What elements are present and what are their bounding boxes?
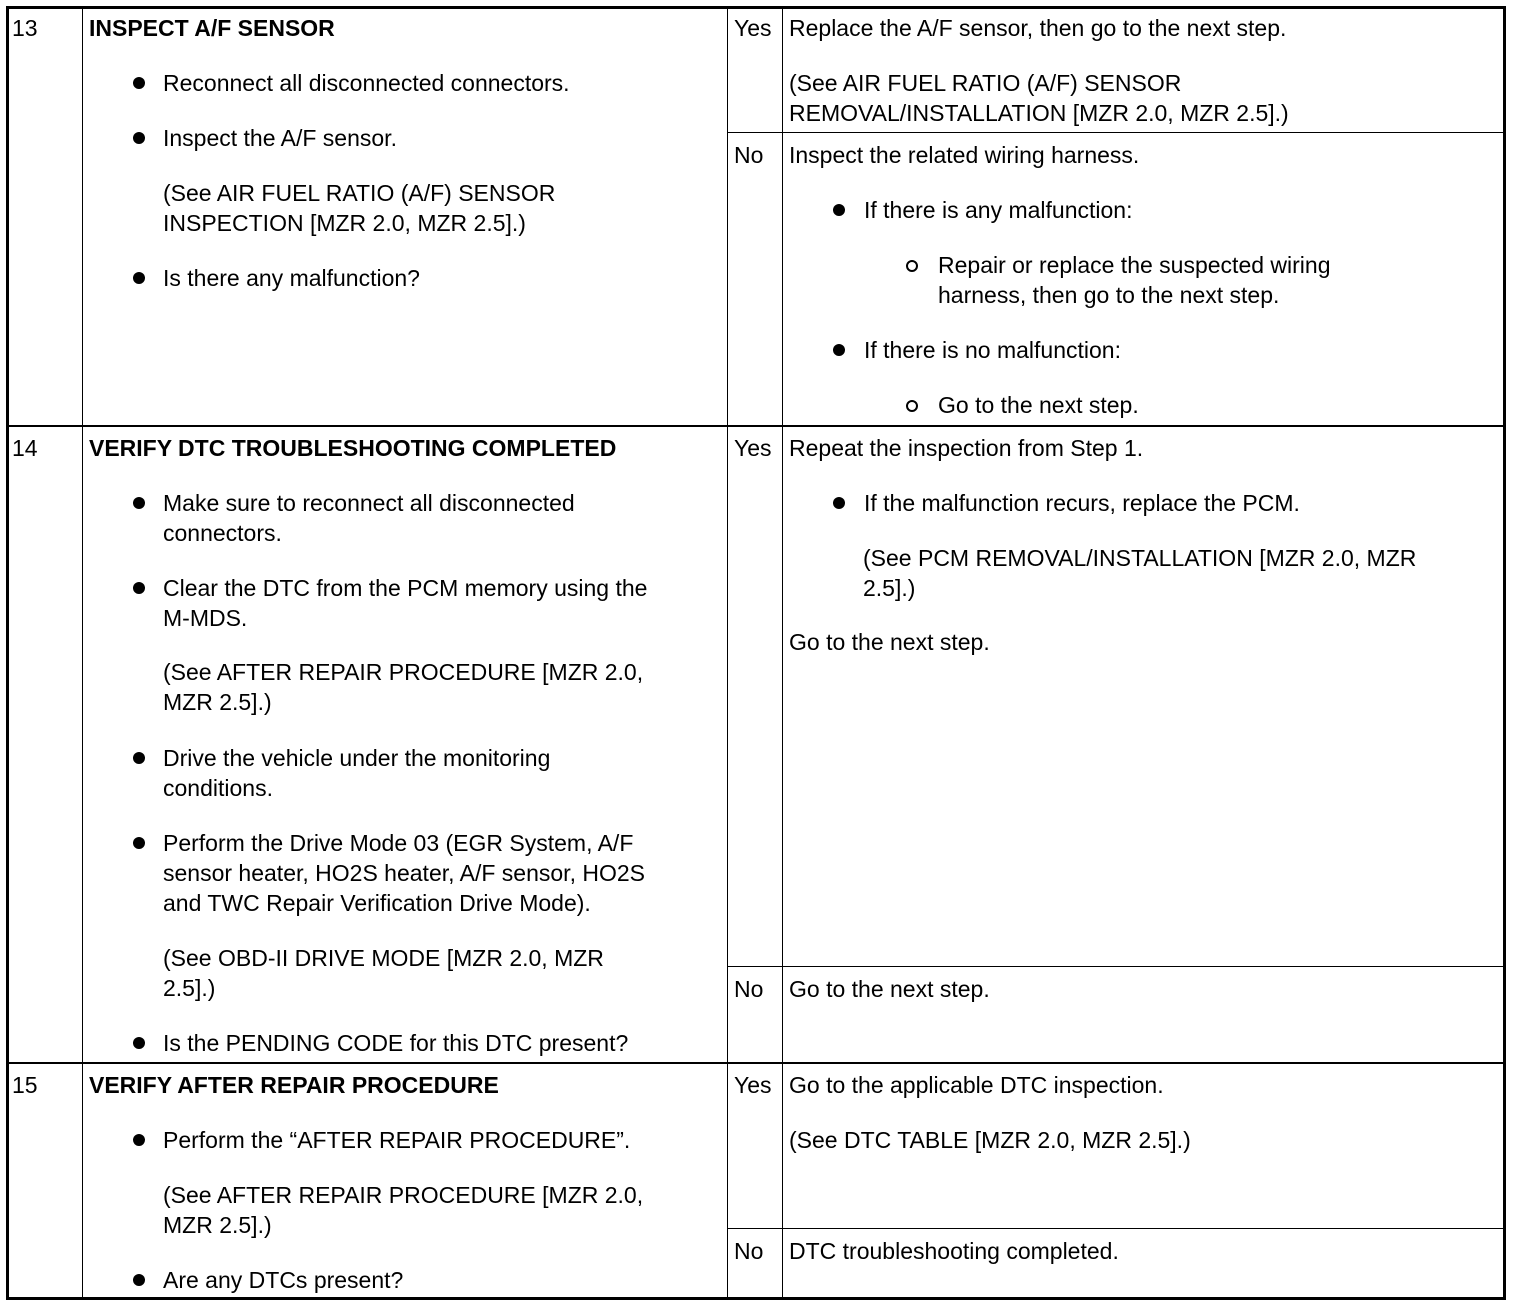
step-bullet: connectors. bbox=[163, 520, 282, 546]
step-bullet: conditions. bbox=[163, 775, 273, 801]
reference-text: (See AIR FUEL RATIO (A/F) SENSOR bbox=[163, 180, 556, 206]
bullet-icon bbox=[133, 1274, 145, 1286]
bullet-icon bbox=[833, 204, 845, 216]
no-action: Go to the next step. bbox=[789, 976, 990, 1002]
yes-no-divider-13 bbox=[727, 132, 1506, 133]
reference-text: 2.5].) bbox=[163, 975, 216, 1001]
bullet-icon bbox=[133, 582, 145, 594]
step-bullet: Reconnect all disconnected connectors. bbox=[163, 70, 570, 96]
bullet-icon bbox=[133, 1134, 145, 1146]
yes-no-divider-15 bbox=[727, 1228, 1506, 1229]
step-title: INSPECT A/F SENSOR bbox=[89, 15, 335, 41]
row-divider-14-15 bbox=[6, 1062, 1506, 1064]
bullet-icon bbox=[133, 497, 145, 509]
bullet-icon bbox=[133, 837, 145, 849]
bullet-icon bbox=[133, 132, 145, 144]
step-number: 15 bbox=[12, 1072, 38, 1098]
yes-action: Repeat the inspection from Step 1. bbox=[789, 435, 1144, 461]
step-bullet: Is the PENDING CODE for this DTC present? bbox=[163, 1030, 629, 1056]
reference-text: (See AFTER REPAIR PROCEDURE [MZR 2.0, bbox=[163, 659, 644, 685]
step-number: 14 bbox=[12, 435, 38, 461]
no-action: Inspect the related wiring harness. bbox=[789, 142, 1140, 168]
step-bullet: Is there any malfunction? bbox=[163, 265, 420, 291]
step-bullet: M-MDS. bbox=[163, 605, 248, 631]
no-label: No bbox=[734, 142, 764, 168]
reference-text: 2.5].) bbox=[863, 575, 916, 601]
yes-action: Replace the A/F sensor, then go to the next step. bbox=[789, 15, 1287, 41]
reference-text: (See DTC TABLE [MZR 2.0, MZR 2.5].) bbox=[789, 1127, 1191, 1153]
reference-text: (See AIR FUEL RATIO (A/F) SENSOR bbox=[789, 70, 1182, 96]
action-sub-bullet: harness, then go to the next step. bbox=[938, 282, 1280, 308]
col-divider-3 bbox=[782, 6, 783, 1300]
bullet-icon bbox=[133, 1037, 145, 1049]
reference-text: MZR 2.5].) bbox=[163, 689, 272, 715]
step-bullet: Perform the “AFTER REPAIR PROCEDURE”. bbox=[163, 1127, 631, 1153]
yes-label: Yes bbox=[734, 435, 772, 461]
step-bullet: Perform the Drive Mode 03 (EGR System, A/F bbox=[163, 830, 634, 856]
step-bullet: Are any DTCs present? bbox=[163, 1267, 404, 1293]
bullet-icon bbox=[833, 497, 845, 509]
bullet-icon bbox=[833, 344, 845, 356]
bullet-icon bbox=[133, 752, 145, 764]
step-bullet: and TWC Repair Verification Drive Mode). bbox=[163, 890, 591, 916]
reference-text: (See OBD-II DRIVE MODE [MZR 2.0, MZR bbox=[163, 945, 604, 971]
sub-bullet-icon bbox=[906, 400, 918, 412]
action-sub-bullet: Go to the next step. bbox=[938, 392, 1139, 418]
reference-text: MZR 2.5].) bbox=[163, 1212, 272, 1238]
row-divider-13-14 bbox=[6, 425, 1506, 427]
reference-text: (See AFTER REPAIR PROCEDURE [MZR 2.0, bbox=[163, 1182, 644, 1208]
step-title: VERIFY AFTER REPAIR PROCEDURE bbox=[89, 1072, 499, 1098]
no-label: No bbox=[734, 1238, 764, 1264]
reference-text: REMOVAL/INSTALLATION [MZR 2.0, MZR 2.5].) bbox=[789, 100, 1289, 126]
yes-action: Go to the next step. bbox=[789, 629, 990, 655]
sub-bullet-icon bbox=[906, 260, 918, 272]
col-divider-1 bbox=[82, 6, 83, 1300]
step-bullet: Drive the vehicle under the monitoring bbox=[163, 745, 551, 771]
reference-text: (See PCM REMOVAL/INSTALLATION [MZR 2.0, MZR bbox=[863, 545, 1417, 571]
bullet-icon bbox=[133, 272, 145, 284]
yes-label: Yes bbox=[734, 15, 772, 41]
yes-action: Go to the applicable DTC inspection. bbox=[789, 1072, 1164, 1098]
action-bullet: If the malfunction recurs, replace the PCM. bbox=[864, 490, 1300, 516]
col-divider-2 bbox=[727, 6, 728, 1300]
action-bullet: If there is any malfunction: bbox=[864, 197, 1133, 223]
yes-label: Yes bbox=[734, 1072, 772, 1098]
step-bullet: Inspect the A/F sensor. bbox=[163, 125, 397, 151]
action-bullet: If there is no malfunction: bbox=[864, 337, 1121, 363]
step-title: VERIFY DTC TROUBLESHOOTING COMPLETED bbox=[89, 435, 617, 461]
no-label: No bbox=[734, 976, 764, 1002]
yes-no-divider-14 bbox=[727, 966, 1506, 967]
bullet-icon bbox=[133, 77, 145, 89]
step-bullet: Clear the DTC from the PCM memory using the bbox=[163, 575, 648, 601]
step-bullet: sensor heater, HO2S heater, A/F sensor, HO2S bbox=[163, 860, 645, 886]
step-number: 13 bbox=[12, 15, 38, 41]
action-sub-bullet: Repair or replace the suspected wiring bbox=[938, 252, 1331, 278]
no-action: DTC troubleshooting completed. bbox=[789, 1238, 1119, 1264]
step-bullet: Make sure to reconnect all disconnected bbox=[163, 490, 575, 516]
reference-text: INSPECTION [MZR 2.0, MZR 2.5].) bbox=[163, 210, 526, 236]
